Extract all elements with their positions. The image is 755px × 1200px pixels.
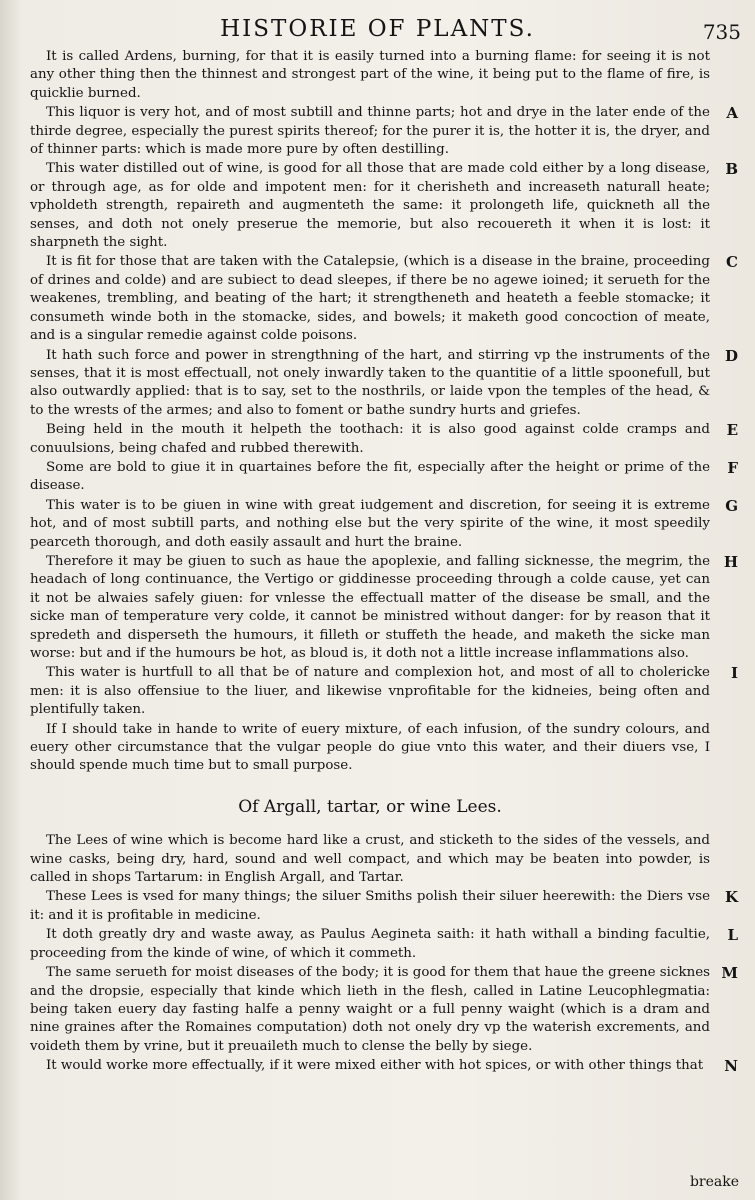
paragraph	[30, 346, 738, 421]
margin-marker: N	[724, 1057, 738, 1076]
paragraph	[30, 721, 710, 776]
paragraph-text: This water is hurtfull to all that be of nature and complexion hot, and most of all to cholericke men: it is also offensiue to the liuer, and likewise vnprofitable for the kidneies, being often and plentifully taken.	[30, 665, 710, 718]
paragraph-text: The same serueth for moist diseases of the body; it is good for them that haue the greene sicknes and the dropsie, especially that kinde which lieth in the flesh, called in Latine Leucophlegmatia: being taken euery day fasting halfe a penny waight or a full penny waight (which is a dram and nine graines after the Romaines computation) doth not onely dry vp the waterish excrements, and voideth them by vrine, but it preuaileth much to clense the belly by siege.	[30, 965, 710, 1054]
margin-marker: M	[721, 964, 738, 983]
margin-marker: H	[723, 552, 738, 571]
section-heading: Of Argall, tartar, or wine Lees.	[238, 796, 502, 817]
paragraph	[30, 1057, 738, 1076]
paragraph-text: These Lees is vsed for many things; the siluer Smiths polish their siluer heerewith: the Diers vse it: and it is profitable in medicine.	[30, 889, 710, 923]
paragraph	[30, 421, 738, 458]
paragraph-text: The Lees of wine which is become hard like a crust, and sticketh to the sides of the vessels, and wine casks, being dry, hard, sound and well compact, and which may be beaten into powder, is called in shops Tartarum: in English Argall, and Tartar.	[30, 833, 710, 886]
page-header	[0, 6, 755, 46]
paragraph	[30, 888, 738, 925]
paragraph	[30, 496, 738, 552]
margin-marker: G	[725, 496, 738, 515]
paragraph	[30, 552, 738, 663]
paragraph	[30, 458, 738, 496]
margin-marker: K	[724, 888, 738, 907]
paragraph	[30, 832, 710, 887]
margin-marker: B	[725, 160, 738, 179]
running-title: HISTORIE OF PLANTS.	[220, 16, 535, 42]
paragraph-text: It is fit for those that are taken with the Catalepsie, (which is a disease in the braine, proceeding of drines and colde) and are subiect to dead sleepes, if there be no agewe ioined; it serueth for the weakenes, trembling, and beating of the hart; it strengtheneth and heateth a feeble stomacke; it consumeth winde both in the stomacke, sides, and bowels; it maketh good concoction of meate, and is a singular remedie against colde poisons.	[30, 254, 710, 344]
paragraph-text: It doth greatly dry and waste away, as Paulus Aegineta saith: it hath withall a binding facultie, proceeding from the kinde of wine, of which it commeth.	[30, 927, 710, 961]
paragraph	[30, 253, 738, 345]
paragraph	[30, 964, 738, 1056]
margin-marker: C	[726, 253, 738, 272]
paragraph-text: This liquor is very hot, and of most subtill and thinne parts; hot and drye in the later ende of the thirde degree, especially the purest spirits thereof; for the purer it is, the hotter it is, the dryer, and of thinner parts: which is made more pure by often destilling.	[30, 105, 710, 158]
catchword: breake	[689, 1174, 739, 1190]
page-number: 735	[702, 20, 741, 44]
paragraph-text: It hath such force and power in strengthning of the hart, and stirring vp the instruments of the senses, that it is most effectuall, not onely inwardly taken to the quantitie of a little spoonefull, but also outwardly applied: that is to say, set to the nosthrils, or laide vpon the temples of the head, & to the wrests of the armes; and also to foment or bathe sundry hurts and griefes.	[30, 347, 710, 418]
paragraph	[30, 104, 738, 159]
paragraph-text: If I should take in hande to write of euery mixture, of each infusion, of the sundry colours, and euery other circumstance that the vulgar people do giue vnto this water, and their diuers vse, I should spende much time but to small purpose.	[30, 721, 710, 774]
paragraph	[30, 160, 738, 252]
margin-marker: A	[726, 104, 738, 123]
margin-marker: L	[727, 926, 738, 945]
paragraph-text: Some are bold to giue it in quartaines before the fit, especially after the height or prime of the disease.	[30, 459, 710, 494]
paragraph-text: This water distilled out of wine, is good for all those that are made cold either by a long disease, or through age, as for olde and impotent men: for it cherisheth and increaseth naturall heate; vpholdeth strength, repaireth and augmenteth the same: it prolongeth life, quickneth all the senses, and doth not onely preserue the memorie, but also recouereth it when it is lost: it sharpneth the sight.	[30, 161, 710, 251]
paragraph-text: It is called Ardens, burning, for that it is easily turned into a burning flame: for seeing it is not any other thing then the thinnest and strongest part of the wine, it being put to the flame of fire, is quicklie burned.	[30, 49, 710, 101]
paragraph-text: This water is to be giuen in wine with great iudgement and discretion, for seeing it is extreme hot, and of most subtill parts, and nothing else but the very spirite of the wine, it most speedily pearceth thorough, and doth easily assault and hurt the braine.	[30, 497, 710, 550]
margin-marker: F	[727, 458, 738, 477]
paragraph	[30, 48, 710, 103]
margin-marker: I	[730, 664, 738, 683]
paragraph-text: Being held in the mouth it helpeth the toothach: it is also good against colde cramps and conuulsions, being chafed and rubbed therewith.	[30, 422, 710, 456]
paragraph	[30, 926, 738, 963]
paragraph-text: It would worke more effectually, if it were mixed either with hot spices, or with other things that	[46, 1058, 704, 1074]
paragraph-text: Therefore it may be giuen to such as haue the apoplexie, and falling sicknesse, the megrim, the headach of long continuance, the Vertigo or giddinesse proceeding through a colde cause, yet can it not be alwaies safely giuen: for vnlesse the effectuall matter of the disease be small, and the sicke man of temperature very colde, it cannot be ministred without danger: for by reason that it spredeth and disperseth the humours, it filleth or stuffeth the heade, and maketh the sicke man worse: but and if the humours be hot, as bloud is, it doth not a little increase inflammations also.	[30, 553, 710, 661]
paragraph	[30, 664, 738, 719]
page-body	[30, 48, 738, 1077]
margin-marker: D	[724, 346, 738, 365]
margin-marker: E	[726, 421, 738, 440]
